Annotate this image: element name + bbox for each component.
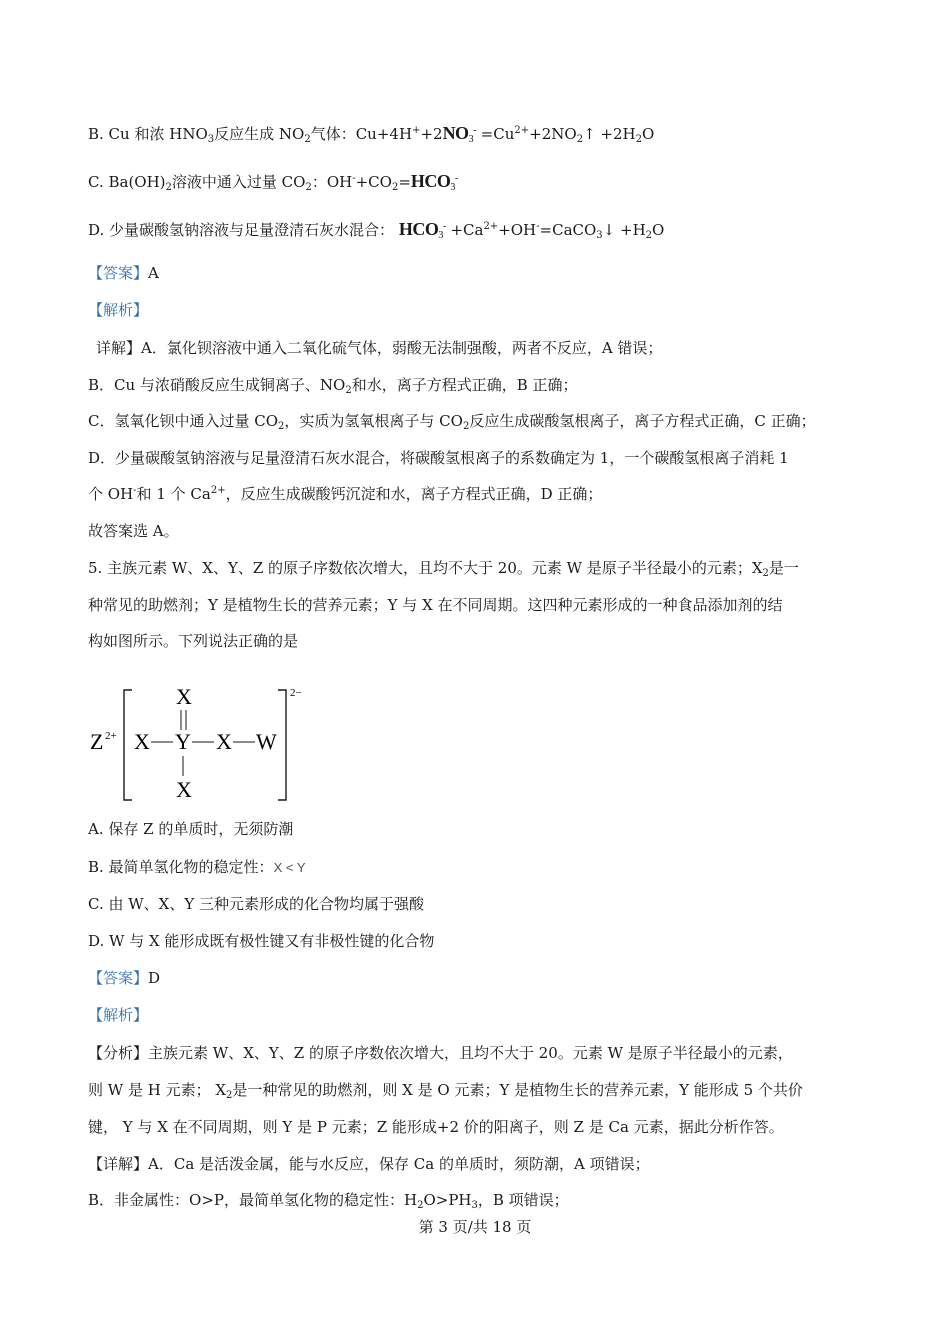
- q4-analysis-line: 详解】A．氯化钡溶液中通入二氧化硫气体，弱酸无法制强酸，两者不反应，A 错误；: [96, 339, 663, 357]
- struct-x-right: X: [216, 729, 232, 754]
- q5-analysis-heading: 【解析】: [88, 1006, 149, 1024]
- q4-analysis-line: B．Cu 与浓硝酸反应生成铜离子、$NO_2$和水，离子方程式正确，B 正确；: [88, 376, 578, 396]
- q4-analysis-line: 故答案选 A。: [88, 522, 179, 540]
- q4-analysis-line: C．氢氧化钡中通入过量 $CO_2$，实质为氢氧根离子与 $CO_2$反应生成碳酸氢根离子，离子方程式正确，C 正确；: [88, 412, 816, 432]
- bicarbonate-formula: $HCO_3^-$: [410, 171, 458, 193]
- struct-w: W: [256, 729, 277, 754]
- q5-analysis-line: 【详解】A．Ca 是活泼金属，能与水反应，保存 Ca 的单质时，须防潮，A 项错误；: [88, 1155, 650, 1173]
- q5-stem: 5. 主族元素 W、X、Y、Z 的原子序数依次增大，且均不大于 20。元素 W 是原子半径最小的元素；$X_2$是一: [88, 559, 799, 579]
- right-bracket: [278, 690, 286, 800]
- struct-x-top: X: [176, 684, 192, 709]
- struct-y: Y: [175, 729, 191, 754]
- q5-option-d: D. W 与 X 能形成既有极性键又有非极性键的化合物: [88, 932, 435, 950]
- nitrate-formula: $NO_3^-$: [442, 123, 476, 145]
- molecular-structure-diagram: [88, 682, 348, 804]
- q5-analysis-line: 则 W 是 H 元素； $X_2$是一种常见的助燃剂，则 X 是 O 元素；Y 是植物生长的营养元素，Y 能形成 5 个共价: [88, 1081, 803, 1101]
- q4-option-c: C. $Ba(OH)_2$溶液中通入过量 $CO_2$：$OH^-+CO_2=HCO_3^-$: [88, 171, 458, 193]
- q4-analysis-line: 个 OH-和 1 个 $Ca^{2+}$，反应生成碳酸钙沉淀和水，离子方程式正确，D 正确；: [88, 485, 603, 503]
- struct-charge: 2−: [290, 687, 302, 699]
- q5-analysis-line: 键， Y 与 X 在不同周期，则 Y 是 P 元素；Z 能形成+2 价的阳离子，则 Z 是 Ca 元素，据此分析作答。: [88, 1118, 784, 1136]
- q5-stem: 种常见的助燃剂；Y 是植物生长的营养元素；Y 与 X 在不同周期。这四种元素形成的一种食品添加剂的结: [88, 596, 783, 614]
- struct-z-charge: 2+: [105, 730, 117, 742]
- q4-option-d: D. 少量碳酸氢钠溶液与足量澄清石灰水混合： $HCO_3^-$ $+Ca^{2+}+OH^-=CaCO_3↓ +H_2O$: [88, 219, 665, 241]
- q4-analysis-heading: 【解析】: [88, 301, 149, 319]
- bicarbonate-formula: $HCO_3^-$: [398, 219, 446, 241]
- q5-analysis-line: 【分析】主族元素 W、X、Y、Z 的原子序数依次增大，且均不大于 20。元素 W 是原子半径最小的元素，: [88, 1044, 793, 1062]
- q5-option-a: A. 保存 Z 的单质时，无须防潮: [88, 820, 294, 838]
- left-bracket: [124, 690, 132, 800]
- q4-analysis-line: D．少量碳酸氢钠溶液与足量澄清石灰水混合，将碳酸氢根离子的系数确定为 1，一个碳酸氢根离子消耗 1: [88, 449, 789, 467]
- q5-answer: 【答案】D: [88, 969, 161, 987]
- q5-analysis-line: B．非金属性：O>P，最简单氢化物的稳定性：$H_2O>PH_3$，B 项错误；: [88, 1191, 569, 1211]
- q4-option-b: B. Cu 和浓 $HNO_3$反应生成 $NO_2$气体：$Cu+4H^++2NO_3^-$ $=Cu^{2+}+2NO_2↑ +2H_2O$: [88, 123, 655, 145]
- struct-z: Z: [90, 729, 104, 754]
- q4-answer: 【答案】A: [88, 264, 159, 282]
- struct-x-bottom: X: [176, 777, 192, 802]
- page-footer: 第 3 页/共 18 页: [418, 1218, 532, 1236]
- q5-option-c: C. 由 W、X、Y 三种元素形成的化合物均属于强酸: [88, 895, 425, 913]
- struct-x-left: X: [134, 729, 150, 754]
- q5-option-b: B. 最简单氢化物的稳定性：X < Y: [88, 858, 306, 876]
- q5-stem: 构如图所示。下列说法正确的是: [88, 632, 299, 650]
